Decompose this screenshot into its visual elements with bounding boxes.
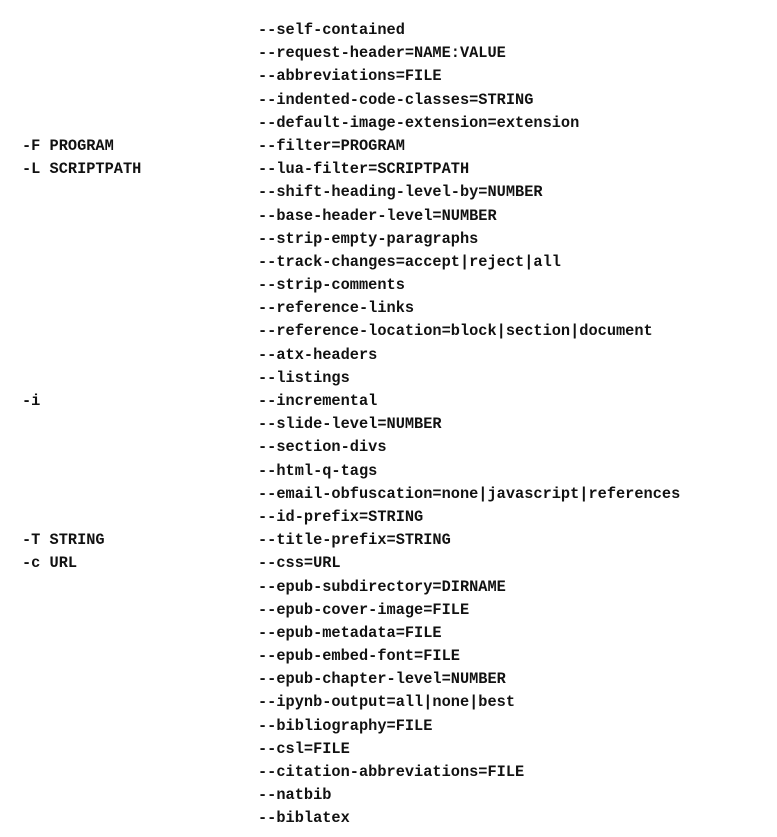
long-option: --abbreviations=FILE (258, 67, 442, 86)
short-option: -c URL (22, 554, 78, 573)
long-option: --epub-cover-image=FILE (258, 600, 470, 619)
long-option: --incremental (258, 392, 378, 410)
long-option: --filter=PROGRAM (258, 136, 405, 155)
short-option: -L SCRIPTPATH (22, 160, 142, 179)
long-option: --css=URL (258, 554, 341, 573)
long-option: --bibliography=FILE (258, 716, 433, 735)
long-option: --request-header=NAME:VALUE (258, 44, 506, 63)
long-option: --shift-heading-level-by=NUMBER (258, 183, 543, 202)
long-option: --self-contained (258, 21, 405, 39)
long-option: --natbib (258, 786, 332, 805)
long-option: --csl=FILE (258, 739, 350, 758)
long-option: --strip-comments (258, 276, 405, 295)
long-option: --base-header-level=NUMBER (258, 206, 497, 225)
long-option: --biblatex (258, 809, 350, 828)
short-option: -T STRING (22, 531, 105, 550)
short-option: -i (22, 392, 41, 410)
long-option: --reference-location=block|section|document (258, 322, 653, 341)
long-option: --indented-code-classes=STRING (258, 90, 534, 109)
long-option: --epub-subdirectory=DIRNAME (258, 577, 506, 596)
long-option: --epub-embed-font=FILE (258, 647, 460, 666)
short-option: -F PROGRAM (22, 136, 114, 155)
long-option: --epub-metadata=FILE (258, 623, 442, 642)
long-option: --citation-abbreviations=FILE (258, 763, 525, 781)
long-option: --slide-level=NUMBER (258, 415, 442, 434)
long-option: --listings (258, 368, 350, 387)
long-option: --title-prefix=STRING (258, 531, 451, 550)
long-option: --reference-links (258, 299, 415, 318)
long-option: --epub-chapter-level=NUMBER (258, 670, 506, 689)
long-option: --section-divs (258, 438, 387, 457)
long-option: --ipynb-output=all|none|best (258, 693, 516, 712)
long-option: --lua-filter=SCRIPTPATH (258, 160, 470, 179)
long-option: --default-image-extension=extension (258, 113, 580, 132)
long-option: --html-q-tags (258, 461, 378, 480)
long-option: --id-prefix=STRING (258, 507, 424, 526)
long-option: --email-obfuscation=none|javascript|references (258, 484, 681, 503)
long-option: --strip-empty-paragraphs (258, 229, 479, 248)
long-option: --atx-headers (258, 345, 378, 364)
long-option: --track-changes=accept|reject|all (258, 252, 561, 271)
